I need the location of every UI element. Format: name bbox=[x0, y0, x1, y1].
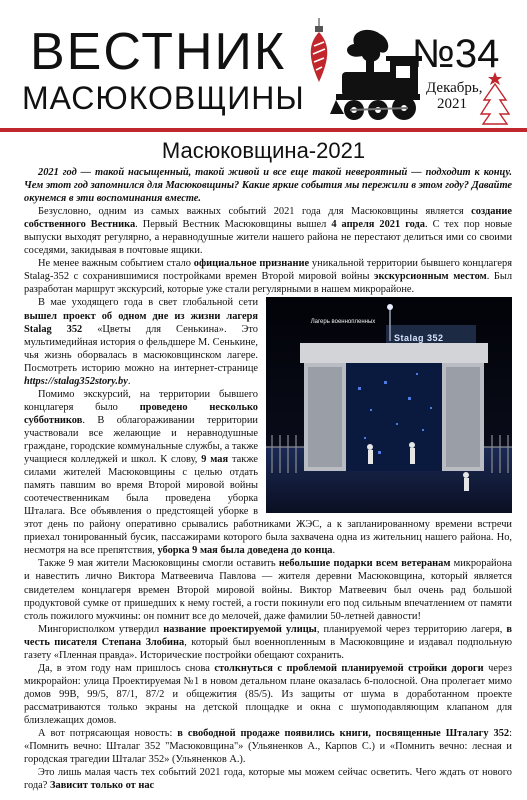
bold-text-run: столкнуться с проблемой планируемой стройки дороги bbox=[214, 662, 484, 674]
text-run: уникальной территории бывшего концлагеря Stalag-352 с сохранившимися постройками времен Второй мировой войны bbox=[24, 258, 512, 283]
article-lead: 2021 год — такой насыщенный, такой живой и все еще такой невероятный — подходит к концу. Чем этот год запомнился для Масюковщины? Какие яркие события мы пережили в этом году? Давайте окунемся в эти воспоминания вместе. bbox=[24, 167, 512, 205]
text-run: , планируемой через территорию лагеря, bbox=[316, 623, 507, 635]
text-run: Также 9 мая жители Масюковщины смогли оставить bbox=[38, 558, 279, 570]
text-run: Мингорисполком утвердил bbox=[38, 623, 164, 635]
bold-text-run: в честь писателя Степана Злобина bbox=[24, 623, 512, 648]
text-run: : «Помнить вечно: Шталаг 352 "Масюковщина"» (Ульяненков А., Карпов С.) и «Помнить вечно: лесная и городская трагедии Шталаг 352» (Ульяненков А.). bbox=[24, 728, 512, 766]
bold-text-run: небольшие подарки всем ветеранам bbox=[278, 558, 451, 570]
paragraph bbox=[24, 257, 512, 296]
bold-text-run: 4 апреля 2021 года bbox=[331, 219, 426, 231]
article-body bbox=[24, 166, 512, 800]
paragraph bbox=[24, 557, 512, 622]
text-run: . bbox=[127, 375, 131, 387]
newspaper-title-line1: ВЕСТНИК bbox=[30, 23, 287, 81]
text-run: Не менее важным событием стало bbox=[38, 258, 194, 270]
photo-caption: Лагерь военнопленных bbox=[310, 319, 376, 326]
gate-sign: Stalag 352 bbox=[394, 333, 444, 344]
bold-text-run: вышел проект об одном дне из жизни лагеря Stalag 352 bbox=[24, 310, 258, 335]
text-run: . С тех пор новые выпуски выходят регулярно, а неравнодушные жители нашего района не перестают делиться ими со своими соседями, закидывая в почтовые ящики. bbox=[24, 219, 512, 257]
text-run: Безусловно, одним из самых важных событий 2021 года для Масюковщины является bbox=[38, 206, 472, 218]
bold-text-run: проведено несколько субботников bbox=[24, 401, 258, 426]
paragraph bbox=[24, 727, 512, 766]
text-run: «Цветы для Сенькина». Это мультимедийная история о фельдшере М. Сенькине, чья жизнь оборвалась в масюковщинском лагере. Посмотреть историю можно на интернет-странице bbox=[24, 323, 258, 374]
text-run: Помимо экскурсий, на территории бывшего концлагеря было bbox=[24, 388, 258, 413]
text-run: Да, в этом году нам пришлось снова bbox=[38, 662, 215, 674]
article-headline: Масюковщина-2021 bbox=[161, 138, 366, 163]
paragraph bbox=[24, 662, 512, 727]
issue-year: 2021 bbox=[437, 96, 467, 112]
paragraph bbox=[24, 766, 512, 792]
christmas-ornament-icon bbox=[306, 18, 332, 84]
text-run: В мае уходящего года в свет глобальной сети bbox=[38, 297, 258, 309]
bold-text-run: Зависит только от нас bbox=[50, 780, 155, 792]
newspaper-title-line2: МАСЮКОВЩИНЫ bbox=[22, 80, 305, 116]
text-run: микрорайона и навестить лично Виктора Матвеевича Павлова — жителя деревни Масюковщина, который является свидетелем концлагеря времен Второй мировой войны. Виктор Матвеевич был очень рад большой продуктовой сумке от пришедших к нему гостей, а гости покинули его под сильным впечатлением от памяти столь пожилого мужчины: он помнит все до мелочей, даже фамилии 50-летней давности! bbox=[24, 558, 512, 622]
text-run: через микрорайон: улица Проектируемая №1 в новом детальном плане оказалась 6-полосной. Она пролегает мимо домов 99В, 99/5, 87/1, 87/2 и общежития (85/5). Из защиты от шума в доработанном проекте рассматриваются только экраны на детской площадке и окна с шумоподавляющим клапаном для близлежащих домов. bbox=[24, 662, 512, 726]
text-run: . Первый Вестник Масюковщины вышел bbox=[135, 219, 332, 231]
bold-text-run: 9 мая bbox=[201, 454, 229, 466]
text-run: . bbox=[332, 545, 336, 557]
text-run: также силами жителей Масюковщины с целью отдать память павшим во время Второй мировой войны соотечественникам была проведена уборка Шталага. Все объявления о предстоящей уборке в этот день по району оперативно срывались работниками ЖЭС, а к запланированному времени встречи приехал тонированный бусик, пассажирами которого была захвачена одна из жительниц нашего района. Но, несмотря на все препятствия, bbox=[24, 454, 512, 557]
issue-month: Декабрь, bbox=[426, 80, 483, 96]
bold-text-run: название проектируемой улицы bbox=[163, 623, 317, 635]
bold-text-run: официальное признание bbox=[193, 258, 310, 270]
paragraph bbox=[24, 623, 512, 662]
text-run: . В облагораживании территории участвовали все желающие и неравнодушные граждане, городские коммунальные службы, а также учащиеся колледжей и школ. К слову, bbox=[24, 414, 258, 466]
bold-text-run: создание собственного Вестника bbox=[24, 206, 512, 231]
issue-number: №34 bbox=[412, 32, 500, 76]
bold-text-run: в свободной продаже появились книги, посвященные Шталагу 352 bbox=[177, 728, 510, 740]
bold-text-run: уборка 9 мая была доведена до конца bbox=[157, 545, 333, 557]
paragraph bbox=[24, 205, 512, 257]
christmas-tree-icon bbox=[478, 70, 512, 126]
text-run: А вот потрясающая новость: bbox=[38, 728, 178, 740]
masthead-divider bbox=[0, 128, 527, 132]
stalag-gate-photo bbox=[266, 297, 512, 513]
text-run: Это лишь малая часть тех событий 2021 года, которые мы можем сейчас осветить. Чего ждать от нового года? bbox=[24, 767, 512, 792]
bold-text-run: https://stalag352story.by bbox=[24, 375, 128, 387]
bold-text-run: экскурсионным местом bbox=[374, 271, 487, 283]
text-run: . Был разработан маршрут экскурсий, которые уже стали регулярными в нашем микрорайоне. bbox=[24, 271, 512, 296]
masthead bbox=[0, 0, 527, 140]
text-run: , который был военнопленным в Масюковщине и издавал подпольную газету «Пленная правда». Исторические постройки обещают сохранить. bbox=[24, 636, 512, 661]
